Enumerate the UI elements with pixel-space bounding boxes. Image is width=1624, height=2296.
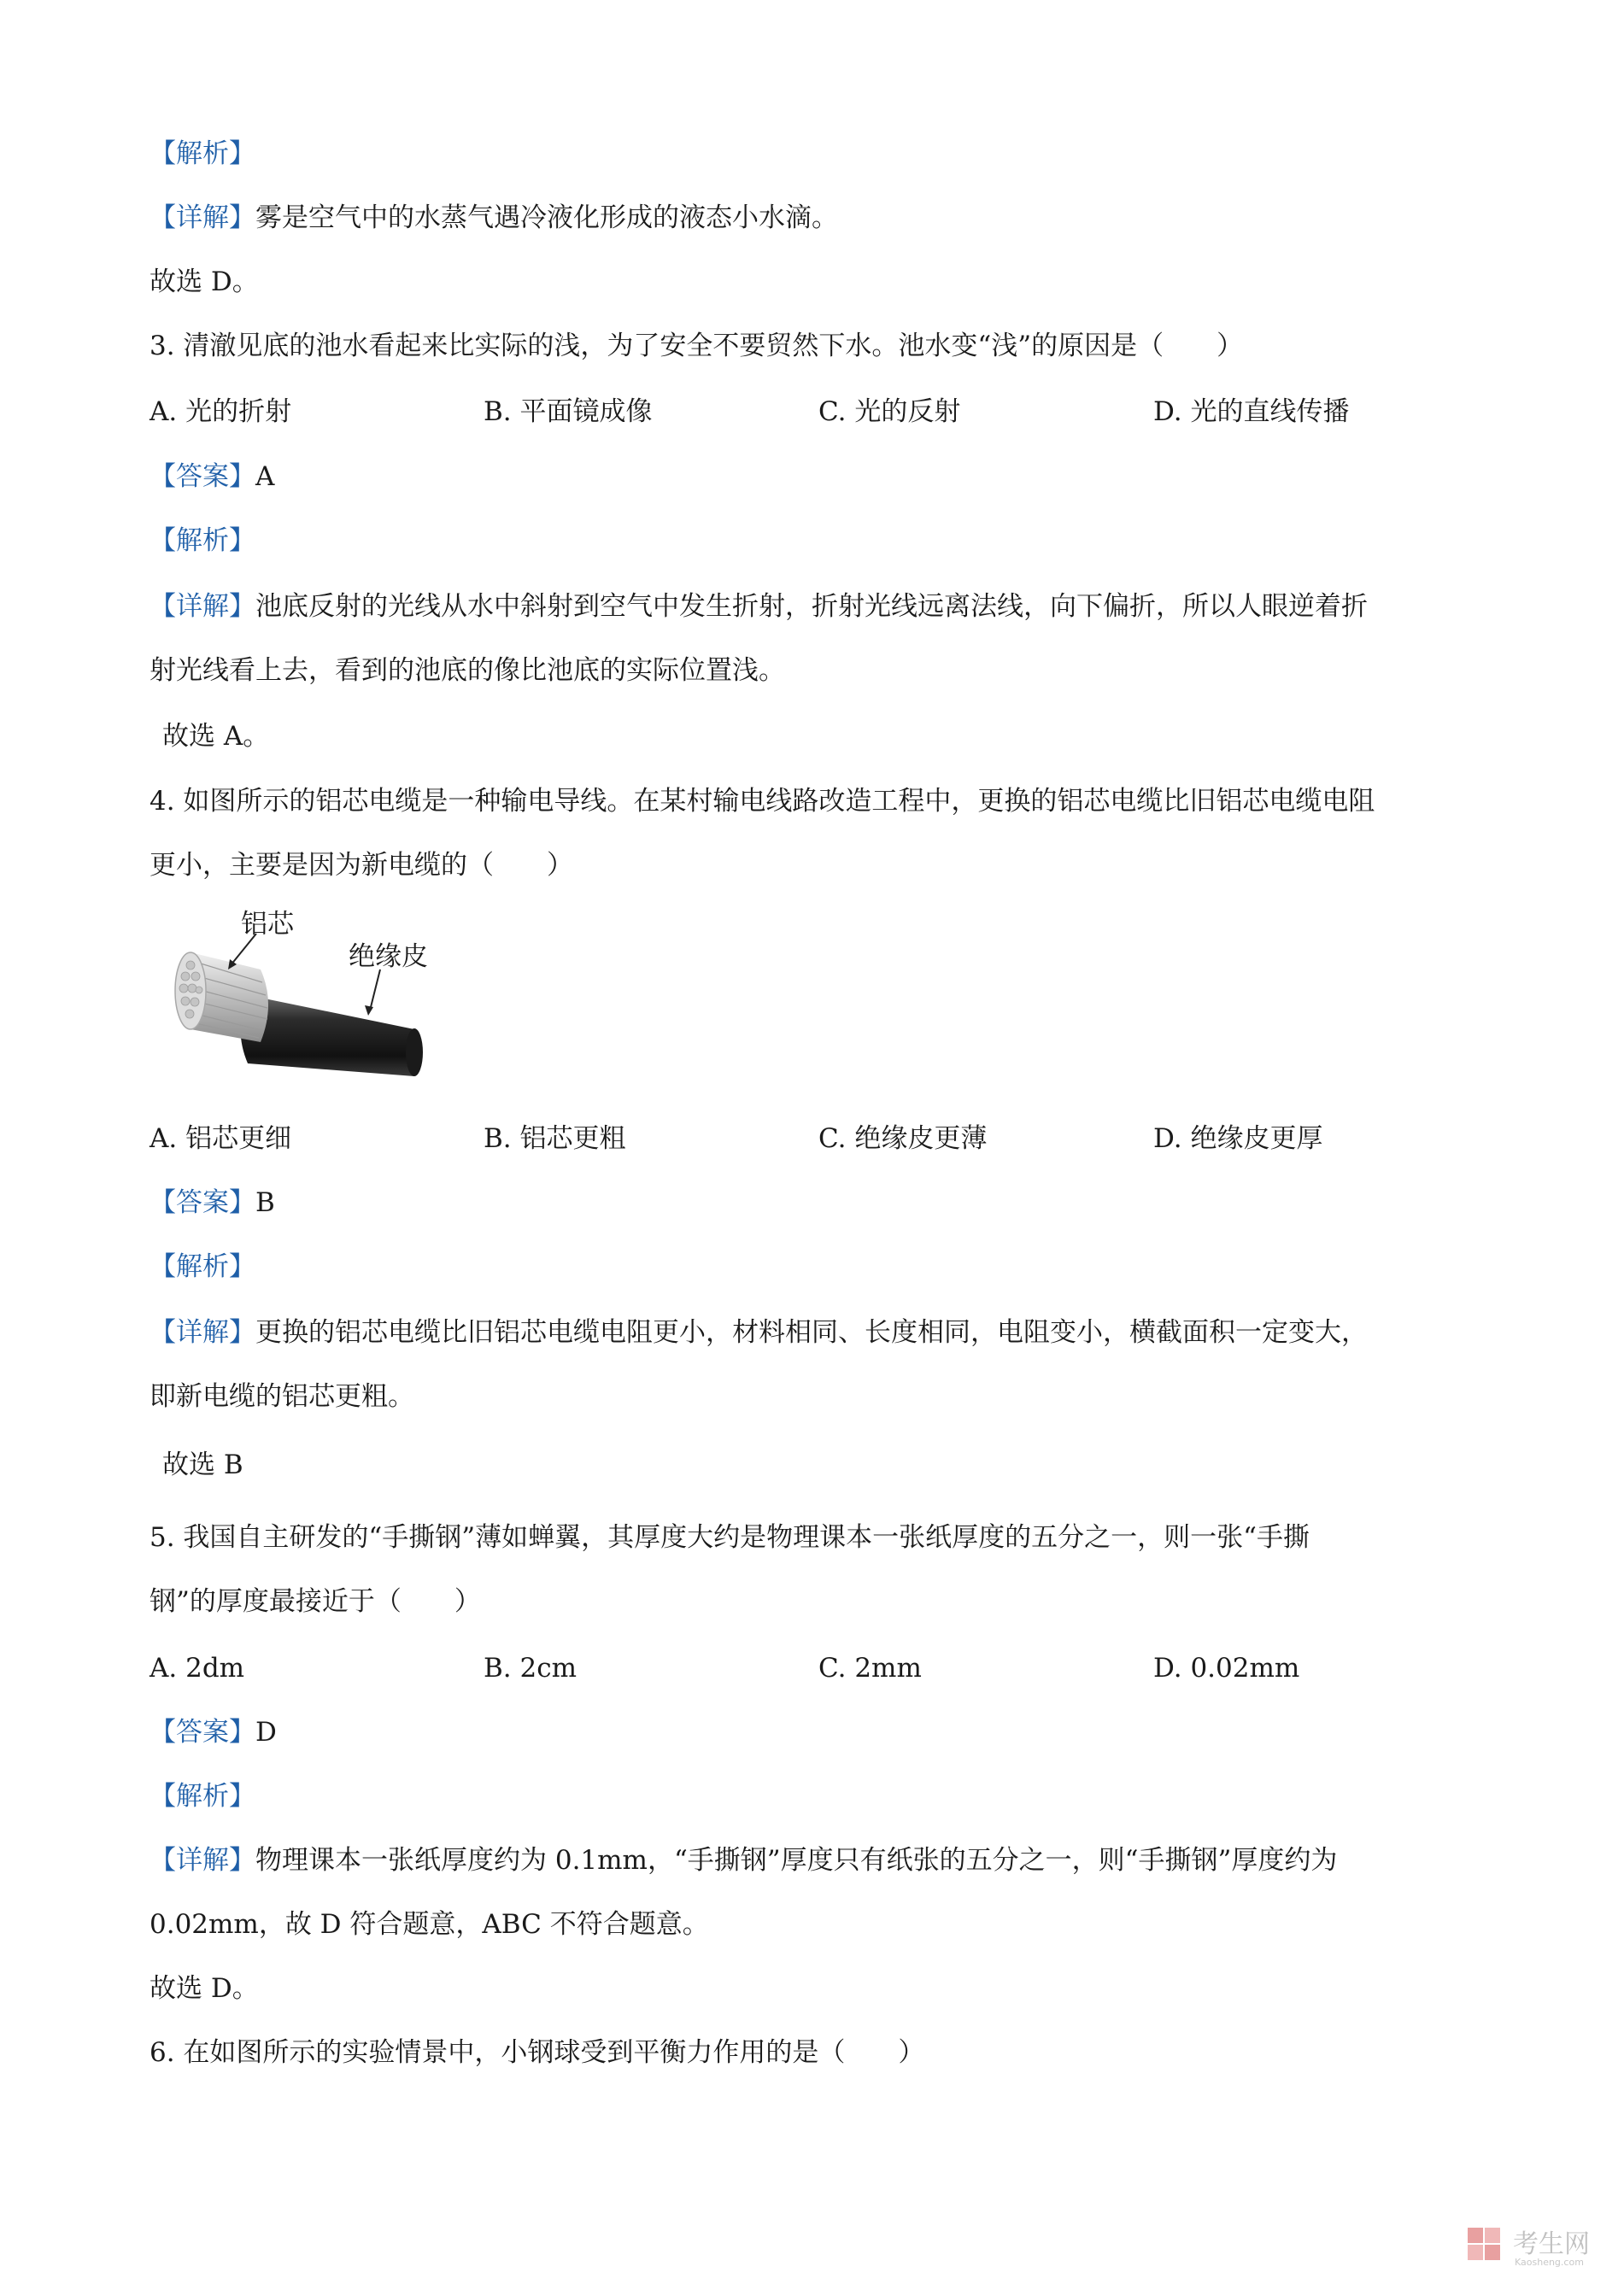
- q5-detail-line2: 0.02mm，故 D 符合题意，ABC 不符合题意。: [150, 1909, 709, 1940]
- q5-answer-value: D: [255, 1717, 277, 1748]
- q4-stem-line1: 4. 如图所示的铝芯电缆是一种输电导线。在某村输电线路改造工程中，更换的铝芯电缆比旧铝芯电缆电阻: [150, 786, 1375, 817]
- q2-detail: [150, 201, 838, 235]
- q5-detail-text1: 物理课本一张纸厚度约为 0.1mm，“手撕钢”厚度只有纸张的五分之一，则“手撕钢”厚度约为: [255, 1845, 1338, 1876]
- q2-analysis-tag: 【解析】: [150, 138, 255, 169]
- q3-answer-value: A: [255, 461, 275, 492]
- q3-answer-tag: 【答案】: [150, 461, 255, 492]
- q2-conclusion: 故选 D。: [150, 266, 259, 297]
- q4-option-d: D. 绝缘皮更厚: [1153, 1123, 1323, 1154]
- q3-detail-line2: 射光线看上去，看到的池底的像比池底的实际位置浅。: [150, 655, 785, 686]
- q4-option-c: C. 绝缘皮更薄: [818, 1123, 988, 1154]
- q5-option-d: D. 0.02mm: [1153, 1653, 1300, 1684]
- q3-detail-text1: 池底反射的光线从水中斜射到空气中发生折射，折射光线远离法线，向下偏折，所以人眼逆着折: [255, 591, 1368, 622]
- q2-detail-text: 雾是空气中的水蒸气遇冷液化形成的液态小水滴。: [255, 202, 838, 233]
- q5-option-a: A. 2dm: [150, 1653, 245, 1684]
- q5-analysis-tag: 【解析】: [150, 1781, 255, 1812]
- q3-option-a: A. 光的折射: [150, 396, 292, 427]
- q3-stem: 3. 清澈见底的池水看起来比实际的浅，为了安全不要贸然下水。池水变“浅”的原因是（ ）: [150, 331, 1244, 361]
- q4-conclusion: 故选 B: [162, 1450, 243, 1480]
- q5-option-c: C. 2mm: [818, 1653, 922, 1684]
- q5-conclusion: 故选 D。: [150, 1973, 259, 2004]
- watermark: [1466, 2219, 1594, 2279]
- q5-detail-line1: [150, 1843, 1337, 1877]
- figure-label-core: 铝芯: [241, 909, 294, 940]
- q4-option-b: B. 铝芯更粗: [484, 1123, 626, 1154]
- q5-stem-line2: 钢”的厚度最接近于（ ）: [150, 1586, 481, 1617]
- q4-detail-text1: 更换的铝芯电缆比旧铝芯电缆电阻更小，材料相同、长度相同，电阻变小，横截面积一定变大，: [255, 1317, 1368, 1348]
- q3-analysis-tag: 【解析】: [150, 525, 255, 556]
- aluminum-cable-figure: [167, 901, 440, 1089]
- q4-analysis-tag: 【解析】: [150, 1251, 255, 1282]
- q3-option-c: C. 光的反射: [818, 396, 961, 427]
- q3-detail-tag: 【详解】: [150, 591, 255, 622]
- q2-detail-tag: 【详解】: [150, 202, 255, 233]
- figure-label-skin: 绝缘皮: [349, 941, 428, 972]
- watermark-text: 考生网: [1513, 2229, 1590, 2259]
- q4-answer: [150, 1186, 275, 1220]
- q3-detail-line1: [150, 589, 1368, 624]
- q4-answer-value: B: [255, 1187, 275, 1218]
- q3-option-d: D. 光的直线传播: [1153, 396, 1350, 427]
- q4-detail-line2: 即新电缆的铝芯更粗。: [150, 1381, 414, 1412]
- q5-option-b: B. 2cm: [484, 1653, 577, 1684]
- q3-answer: [150, 460, 274, 494]
- q3-conclusion: 故选 A。: [162, 721, 270, 752]
- q4-detail-line1: [150, 1315, 1368, 1350]
- watermark-logo-icon: [1466, 2224, 1504, 2272]
- q4-answer-tag: 【答案】: [150, 1187, 255, 1218]
- q4-stem-line2: 更小，主要是因为新电缆的（ ）: [150, 850, 573, 881]
- q5-answer: [150, 1715, 277, 1749]
- q5-answer-tag: 【答案】: [150, 1717, 255, 1748]
- q4-option-a: A. 铝芯更细: [150, 1123, 292, 1154]
- q6-stem: 6. 在如图所示的实验情景中，小钢球受到平衡力作用的是（ ）: [150, 2037, 925, 2068]
- q4-detail-tag: 【详解】: [150, 1317, 255, 1348]
- q3-option-b: B. 平面镜成像: [484, 396, 653, 427]
- q5-stem-line1: 5. 我国自主研发的“手撕钢”薄如蝉翼，其厚度大约是物理课本一张纸厚度的五分之一，则一张“手撕: [150, 1522, 1310, 1553]
- watermark-subtext: Kaosheng.com: [1515, 2257, 1584, 2268]
- q5-detail-tag: 【详解】: [150, 1845, 255, 1876]
